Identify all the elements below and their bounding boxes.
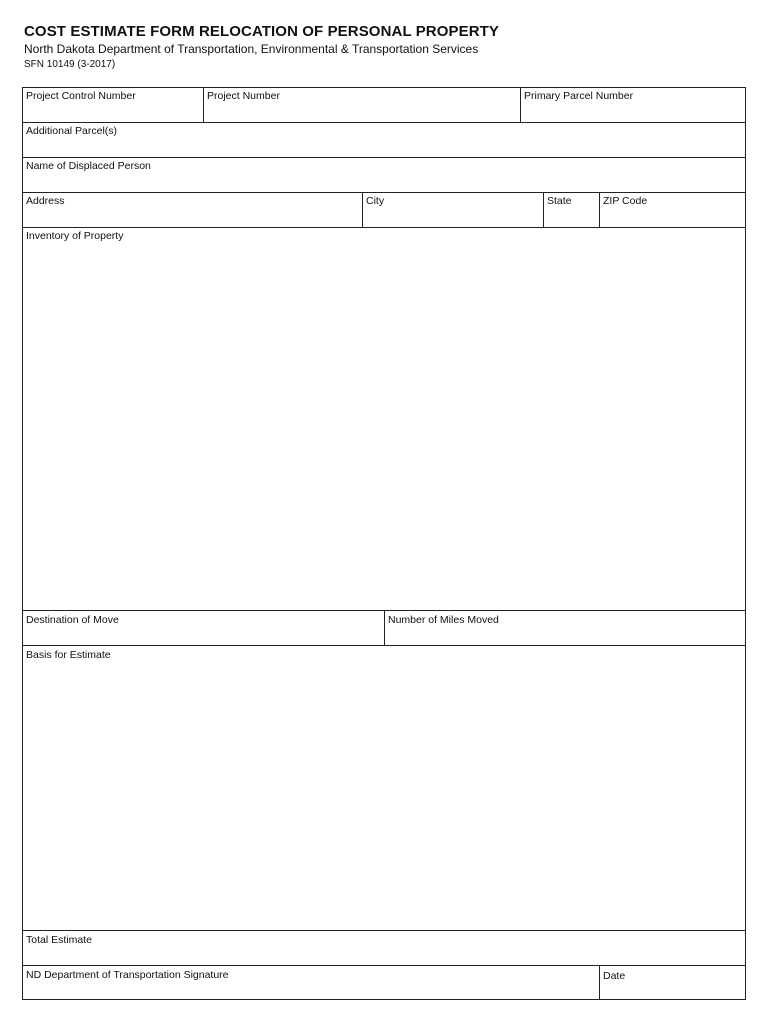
total-estimate-field[interactable] [26, 947, 742, 963]
basis-field[interactable] [26, 665, 742, 927]
city-label: City [366, 195, 385, 207]
primary-parcel-number-field[interactable] [524, 104, 742, 120]
miles-field[interactable] [388, 627, 742, 643]
additional-parcels-label: Additional Parcel(s) [26, 125, 118, 137]
column-divider [543, 192, 544, 227]
department-name: North Dakota Department of Transportation, Environmental & Transportation Services [24, 42, 479, 56]
miles-label: Number of Miles Moved [388, 614, 499, 626]
additional-parcels-field[interactable] [26, 139, 742, 155]
project-control-number-field[interactable] [26, 104, 200, 120]
date-label: Date [603, 970, 626, 982]
address-label: Address [26, 195, 65, 207]
form-title: COST ESTIMATE FORM RELOCATION OF PERSONAL PROPERTY [24, 23, 500, 40]
total-estimate-label: Total Estimate [26, 934, 92, 946]
zip-code-label: ZIP Code [603, 195, 648, 207]
row-divider [22, 157, 746, 158]
address-field[interactable] [26, 209, 359, 225]
column-divider [203, 87, 204, 122]
row-divider [22, 930, 746, 931]
date-field[interactable] [603, 983, 742, 998]
row-divider [22, 227, 746, 228]
primary-parcel-number-label: Primary Parcel Number [524, 90, 634, 102]
column-divider [599, 192, 600, 227]
city-field[interactable] [366, 209, 540, 225]
column-divider [520, 87, 521, 122]
form-number: SFN 10149 (3-2017) [24, 59, 116, 70]
project-control-number-label: Project Control Number [26, 90, 136, 102]
project-number-field[interactable] [207, 104, 517, 120]
row-divider [22, 965, 746, 966]
destination-label: Destination of Move [26, 614, 119, 626]
zip-code-field[interactable] [603, 209, 742, 225]
column-divider [384, 610, 385, 645]
inventory-label: Inventory of Property [26, 230, 124, 242]
column-divider [599, 965, 600, 1000]
column-divider [362, 192, 363, 227]
signature-field[interactable] [26, 982, 596, 998]
row-divider [22, 192, 746, 193]
row-divider [22, 122, 746, 123]
state-label: State [547, 195, 572, 207]
row-divider [22, 645, 746, 646]
displaced-person-label: Name of Displaced Person [26, 160, 151, 172]
inventory-field[interactable] [26, 246, 742, 606]
signature-label: ND Department of Transportation Signature [26, 969, 229, 981]
project-number-label: Project Number [207, 90, 280, 102]
state-field[interactable] [547, 209, 596, 225]
destination-field[interactable] [26, 627, 381, 643]
displaced-person-field[interactable] [26, 174, 742, 190]
basis-label: Basis for Estimate [26, 649, 111, 661]
